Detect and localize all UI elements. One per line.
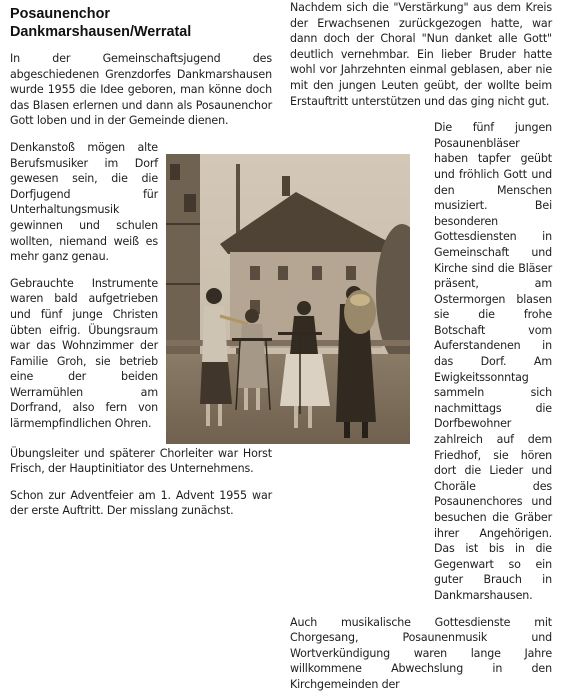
article-title [10,5,272,41]
paragraph-uebungsleiter: Übungsleiter und späterer Chorleiter war Horst Frisch, der Hauptinitiator des Unternehmens. [10,446,272,476]
paragraph-verstaerkung: Nachdem sich die "Verstärkung" aus dem Kreis der Erwachsenen zurückgezogen hatte, war dann doch der Choral "Nun danket alle Gott" deutlich vernehmbar. Ein lieber Bruder hatte wohl vor Jahrzehnten einmal geblasen, aber nie mit den jungen Leuten geübt, der wollte beim Erstauftritt unterstützen und das ging nicht gut. [290,1,552,108]
paragraph-intro: In der Gemeinschaftsjugend des abgeschiedenen Grenzdorfes Dankmarshausen wurde 1955 die Idee geboren, man könne doch das Blasen erlernen und dann als Posaunenchor Gott loben und in der Gemeinde dienen. [10,52,272,128]
paragraph-instrumente: Gebrauchte Instrumente waren bald aufgetrieben und fünf junge Christen übten eifrig. Übungsraum war das Wohnzimmer der Familie Groh, sie betrieb eine der beiden Werramühlen am Dorfrand, also fern von lärmempfindlichen Ohren. [10,276,158,431]
paragraph-blaeser: Die fünf jungen Posaunenbläser haben tapfer geübt und fröhlich Gott und den Menschen musiziert. Bei besonderen Gottesdiensten in Gemeinschaft und Kirche sind die Bläser präsent, am Ostermorgen blasen sie die frohe Botschaft vom Auferstandenen in das Dorf. Am Ewigkeitssonntag sammeln sich nachmittags die Dorfbewohner zahlreich auf dem Friedhof, sie hören dort die Lieder und Choräle des Posaunenchores und besuchen die Gräber ihrer Angehörigen. Das ist bis in die Gegenwart so ein guter Brauch in Dankmarshausen. [434,121,552,602]
paragraph-advent: Schon zur Adventfeier am 1. Advent 1955 war der erste Auftritt. Der misslang zunächst. [10,488,272,518]
title-line-2: Dankmarshausen/Werratal [10,24,192,40]
title-line-1: Posaunenchor [10,6,110,22]
paragraph-gottesdienste: Auch musikalische Gottesdienste mit Chorgesang, Posaunenmusik und Wortverkündigung waren lange Jahre willkommene Abwechslung in den Kirchgemeinden der [290,615,552,691]
brass-choir-photo [166,154,410,444]
paragraph-denkanstoss: Denkanstoß mögen alte Berufsmusiker im Dorf gewesen sein, die die Dorfjugend für Unterhaltungsmusik gewinnen und schulen wollten, niemand weiß es mehr ganz genau. [10,140,158,264]
photo-image [166,154,410,444]
